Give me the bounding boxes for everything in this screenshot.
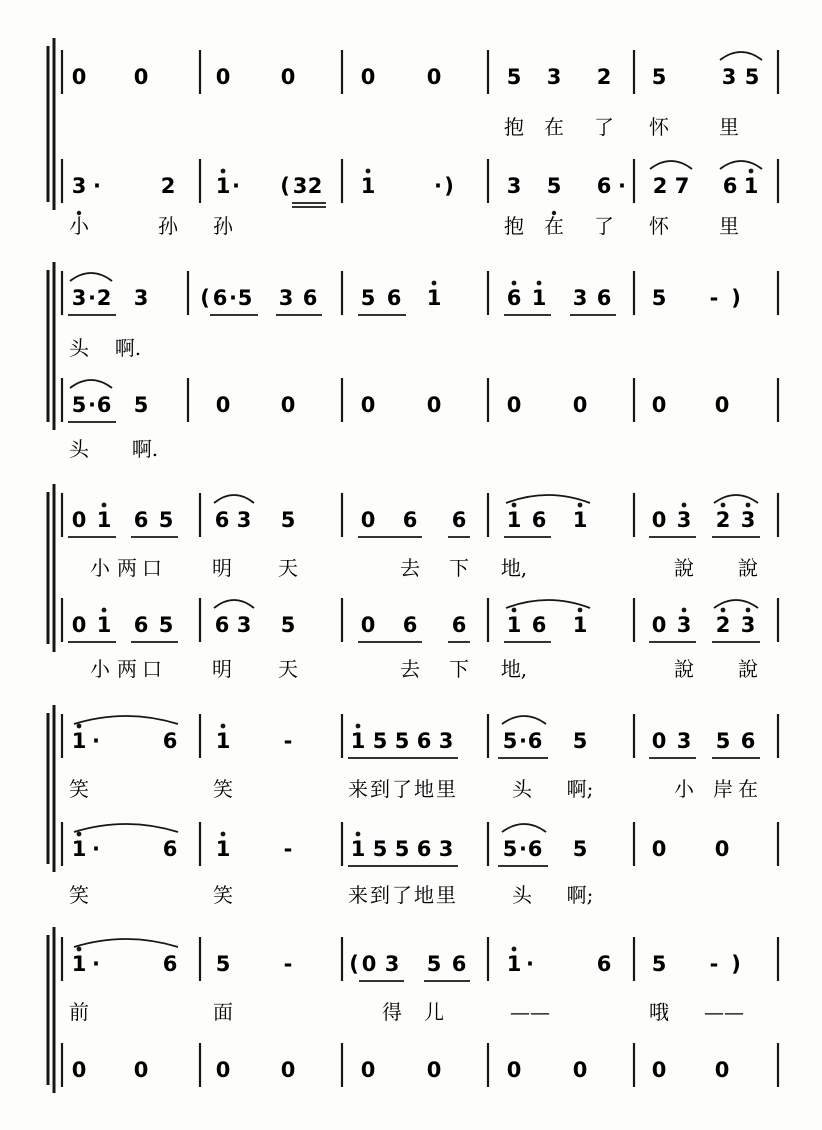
lyric: 笑 xyxy=(213,777,233,801)
note: 0 xyxy=(71,1058,87,1082)
note: 0 xyxy=(651,837,667,861)
note: 0 xyxy=(651,508,667,532)
note: 0 xyxy=(360,613,376,637)
lyric: 了 xyxy=(594,214,614,238)
octave-dot-high xyxy=(221,832,226,837)
note: 6 xyxy=(506,286,522,310)
staff-part-2 xyxy=(68,600,760,681)
note: 2 xyxy=(715,613,731,637)
octave-dot-high xyxy=(102,608,107,613)
notation-symbol: - xyxy=(709,952,719,976)
note: 5 xyxy=(237,286,253,310)
lyric: 里 xyxy=(436,777,456,801)
notation-symbol: · xyxy=(526,952,534,976)
staff-part-2 xyxy=(69,161,762,238)
note: 5 xyxy=(372,837,388,861)
note: 6 xyxy=(451,613,467,637)
octave-dot-high xyxy=(221,169,226,174)
note: 6 xyxy=(302,286,318,310)
notation-symbol: · xyxy=(92,837,100,861)
slur xyxy=(74,824,178,832)
octave-dot-high xyxy=(682,503,687,508)
note: 3 xyxy=(676,508,692,532)
note: 0 xyxy=(426,1058,442,1082)
notation-symbol: ( xyxy=(200,286,210,310)
lyric: 地, xyxy=(500,556,528,580)
lyric: 笑 xyxy=(69,883,89,907)
notation-symbol: · xyxy=(92,952,100,976)
lyric: 明 xyxy=(212,657,232,681)
note: 1 xyxy=(743,174,759,198)
note: 6 xyxy=(596,286,612,310)
note: 6 xyxy=(96,393,112,417)
lyric: 口 xyxy=(142,556,162,580)
lyric: 小 xyxy=(69,214,89,238)
note: 6 xyxy=(596,174,612,198)
lyric: 头 xyxy=(512,777,532,801)
note: 3 xyxy=(676,613,692,637)
note: 6 xyxy=(740,729,756,753)
note: 0 xyxy=(361,952,377,976)
note: 5 xyxy=(546,174,562,198)
octave-dot-high xyxy=(512,281,517,286)
note: 0 xyxy=(426,393,442,417)
note: 0 xyxy=(651,613,667,637)
lyric: 抱 xyxy=(504,115,524,139)
lyric: 下 xyxy=(449,657,469,681)
note: 5 xyxy=(651,286,667,310)
slur xyxy=(714,600,758,608)
note: 6 xyxy=(214,613,230,637)
note: 5 xyxy=(280,508,296,532)
notation-symbol: · xyxy=(92,729,100,753)
note: 0 xyxy=(71,65,87,89)
system-4 xyxy=(48,705,778,907)
note: 1 xyxy=(215,729,231,753)
note: 5 xyxy=(651,65,667,89)
note: 2 xyxy=(96,286,112,310)
note: 0 xyxy=(280,65,296,89)
note: 3 xyxy=(546,65,562,89)
lyric: 里 xyxy=(436,883,456,907)
note: 1 xyxy=(360,174,376,198)
system-brace xyxy=(48,38,54,210)
note: 1 xyxy=(531,286,547,310)
octave-dot-high xyxy=(512,947,517,952)
note: 0 xyxy=(506,1058,522,1082)
lyric: 口 xyxy=(142,657,162,681)
note: 0 xyxy=(280,1058,296,1082)
lyric: 下 xyxy=(449,556,469,580)
lyric: 說 xyxy=(674,556,694,580)
lyric: 笑 xyxy=(213,883,233,907)
lyric: 里 xyxy=(719,214,739,238)
note: 6 xyxy=(133,613,149,637)
lyric: 两 xyxy=(117,556,137,580)
note: 6 xyxy=(531,613,547,637)
note: 0 xyxy=(506,393,522,417)
note: 3 xyxy=(236,613,252,637)
lyric: 說 xyxy=(674,657,694,681)
slur xyxy=(74,716,178,724)
lyric: 了 xyxy=(392,883,412,907)
octave-dot-high xyxy=(537,281,542,286)
note: 0 xyxy=(133,1058,149,1082)
note: 2 xyxy=(596,65,612,89)
lyric: 到 xyxy=(370,883,390,907)
note: 6 xyxy=(527,837,543,861)
system-2 xyxy=(48,262,778,461)
lyric: 头 xyxy=(69,437,89,461)
slur xyxy=(502,824,546,832)
octave-dot-high xyxy=(356,832,361,837)
system-brace xyxy=(48,927,54,1093)
note: 1 xyxy=(426,286,442,310)
note: 3 xyxy=(572,286,588,310)
lyric: 了 xyxy=(392,777,412,801)
staff-part-1 xyxy=(68,273,741,360)
octave-dot-high xyxy=(578,503,583,508)
system-5 xyxy=(48,927,778,1093)
note: 5 xyxy=(372,729,388,753)
notation-symbol: · xyxy=(232,174,240,198)
lyric: 去 xyxy=(400,657,420,681)
note: 5 xyxy=(280,613,296,637)
note: 1 xyxy=(215,837,231,861)
lyric: 啊. xyxy=(131,437,159,461)
note: 6 xyxy=(722,174,738,198)
note: 0 xyxy=(360,65,376,89)
slur xyxy=(214,495,254,503)
note: 6 xyxy=(214,508,230,532)
note: 6 xyxy=(162,837,178,861)
octave-dot-high xyxy=(77,947,82,952)
note: 1 xyxy=(506,613,522,637)
note: 5 xyxy=(502,837,518,861)
note: 2 xyxy=(652,174,668,198)
note: 6 xyxy=(402,613,418,637)
note: 6 xyxy=(212,286,228,310)
octave-dot-high xyxy=(102,503,107,508)
notation-symbol: · xyxy=(519,729,527,753)
note: 3 xyxy=(236,508,252,532)
lyric: —— xyxy=(510,1000,550,1024)
lyric: 在 xyxy=(544,214,564,238)
octave-dot-high xyxy=(749,169,754,174)
note: 0 xyxy=(215,393,231,417)
note: 3 xyxy=(71,286,87,310)
note: 1 xyxy=(506,508,522,532)
lyric: 天 xyxy=(278,556,298,580)
note: 1 xyxy=(215,174,231,198)
lyric: 笑 xyxy=(69,777,89,801)
note: 5 xyxy=(158,613,174,637)
octave-dot-high xyxy=(77,724,82,729)
note: 0 xyxy=(71,508,87,532)
lyric: 来 xyxy=(348,883,368,907)
lyric: 啊. xyxy=(114,336,142,360)
octave-dot-high xyxy=(512,503,517,508)
note: 0 xyxy=(360,508,376,532)
note: 0 xyxy=(714,393,730,417)
note: 1 xyxy=(96,508,112,532)
note: 1 xyxy=(572,508,588,532)
note: 1 xyxy=(96,613,112,637)
notation-symbol: ) xyxy=(444,174,454,198)
staff-part-2 xyxy=(72,1058,730,1082)
lyric: 小 xyxy=(90,657,110,681)
lyric: 地 xyxy=(414,883,434,907)
lyric: 在 xyxy=(738,777,758,801)
system-3 xyxy=(48,484,778,681)
system-1 xyxy=(48,38,778,238)
octave-dot-high xyxy=(221,724,226,729)
note: 5 xyxy=(133,393,149,417)
note: 2 xyxy=(160,174,176,198)
note: 0 xyxy=(280,393,296,417)
slur xyxy=(74,939,178,947)
note: 5 xyxy=(215,952,231,976)
lyric: 說 xyxy=(738,556,758,580)
lyric: 在 xyxy=(544,115,564,139)
note: 6 xyxy=(527,729,543,753)
lyric: 啊; xyxy=(566,777,594,801)
notation-symbol: - xyxy=(709,286,719,310)
note: 2 xyxy=(307,174,323,198)
note: 5 xyxy=(426,952,442,976)
note: 5 xyxy=(360,286,376,310)
note: 6 xyxy=(162,729,178,753)
slur xyxy=(214,600,254,608)
note: 6 xyxy=(451,952,467,976)
lyric: 怀 xyxy=(649,115,669,139)
notation-symbol: ( xyxy=(349,952,359,976)
note: 5 xyxy=(715,729,731,753)
staff-part-2 xyxy=(69,824,729,907)
note: 6 xyxy=(596,952,612,976)
note: 0 xyxy=(71,613,87,637)
note: 7 xyxy=(674,174,690,198)
staff-part-1 xyxy=(69,716,760,801)
note: 1 xyxy=(506,952,522,976)
lyric: 說 xyxy=(738,657,758,681)
lyric: 来 xyxy=(348,777,368,801)
lyric: 两 xyxy=(117,657,137,681)
octave-dot-high xyxy=(578,608,583,613)
octave-dot-high xyxy=(746,503,751,508)
lyric: 面 xyxy=(213,1000,233,1024)
note: 6 xyxy=(451,508,467,532)
note: 3 xyxy=(721,65,737,89)
lyric: 啊; xyxy=(566,883,594,907)
note: 3 xyxy=(676,729,692,753)
system-brace xyxy=(48,705,54,872)
lyric: 到 xyxy=(370,777,390,801)
note: 3 xyxy=(740,613,756,637)
note: 0 xyxy=(651,1058,667,1082)
slur xyxy=(70,380,112,388)
note: 5 xyxy=(394,729,410,753)
note: 6 xyxy=(531,508,547,532)
note: 0 xyxy=(572,393,588,417)
note: 5 xyxy=(506,65,522,89)
system-brace xyxy=(48,484,54,652)
notation-symbol: - xyxy=(283,729,293,753)
octave-dot-high xyxy=(512,608,517,613)
octave-dot-high xyxy=(432,281,437,286)
note: 3 xyxy=(292,174,308,198)
lyric: 天 xyxy=(278,657,298,681)
lyric: —— xyxy=(704,1000,744,1024)
lyric: 儿 xyxy=(424,1000,444,1024)
octave-dot-high xyxy=(682,608,687,613)
octave-dot-high xyxy=(746,608,751,613)
notation-symbol: · xyxy=(229,286,237,310)
note: 6 xyxy=(416,837,432,861)
note: 6 xyxy=(386,286,402,310)
slur xyxy=(506,600,590,608)
note: 1 xyxy=(572,613,588,637)
lyric: 孙 xyxy=(213,214,233,238)
lyric: 小 xyxy=(674,777,694,801)
note: 3 xyxy=(740,508,756,532)
lyric: 孙 xyxy=(158,214,178,238)
note: 3 xyxy=(384,952,400,976)
note: 2 xyxy=(715,508,731,532)
lyric: 了 xyxy=(594,115,614,139)
note: 0 xyxy=(714,1058,730,1082)
note: 1 xyxy=(71,952,87,976)
note: 0 xyxy=(651,729,667,753)
note: 5 xyxy=(744,65,760,89)
note: 3 xyxy=(278,286,294,310)
note: 5 xyxy=(158,508,174,532)
notation-symbol: · xyxy=(519,837,527,861)
note: 5 xyxy=(651,952,667,976)
note: 0 xyxy=(426,65,442,89)
notation-symbol: - xyxy=(283,837,293,861)
lyric: 头 xyxy=(69,336,89,360)
note: 1 xyxy=(350,837,366,861)
notation-symbol: · xyxy=(88,393,96,417)
staff-part-1 xyxy=(69,939,744,1024)
staff-part-2 xyxy=(68,380,729,461)
lyric: 头 xyxy=(512,883,532,907)
note: 0 xyxy=(215,65,231,89)
octave-dot-high xyxy=(366,169,371,174)
note: 0 xyxy=(714,837,730,861)
notation-symbol: ) xyxy=(731,952,741,976)
note: 0 xyxy=(215,1058,231,1082)
note: 5 xyxy=(572,729,588,753)
lyric: 地 xyxy=(414,777,434,801)
lyric: 得 xyxy=(382,1000,402,1024)
note: 6 xyxy=(133,508,149,532)
notation-symbol: ) xyxy=(731,286,741,310)
note: 0 xyxy=(360,1058,376,1082)
lyric: 前 xyxy=(69,1000,89,1024)
octave-dot-high xyxy=(721,503,726,508)
system-brace xyxy=(48,262,54,430)
notation-symbol: · xyxy=(618,174,626,198)
octave-dot-high xyxy=(356,724,361,729)
note: 5 xyxy=(394,837,410,861)
lyric: 抱 xyxy=(504,214,524,238)
slur xyxy=(502,716,546,724)
lyric: 岸 xyxy=(713,777,733,801)
note: 1 xyxy=(71,837,87,861)
notation-symbol: · xyxy=(88,286,96,310)
note: 3 xyxy=(506,174,522,198)
note: 1 xyxy=(350,729,366,753)
slur xyxy=(70,273,112,281)
note: 0 xyxy=(360,393,376,417)
note: 3 xyxy=(438,837,454,861)
slur xyxy=(720,161,762,169)
staff-part-1 xyxy=(72,52,762,139)
lyric: 怀 xyxy=(649,214,669,238)
lyric: 地, xyxy=(500,657,528,681)
notation-symbol: - xyxy=(283,952,293,976)
note: 0 xyxy=(651,393,667,417)
note: 5 xyxy=(71,393,87,417)
octave-dot-high xyxy=(721,608,726,613)
note: 3 xyxy=(71,174,87,198)
lyric: 哦 xyxy=(649,1000,669,1024)
slur xyxy=(506,495,590,503)
notation-symbol: · xyxy=(93,174,101,198)
notation-symbol: · xyxy=(434,174,442,198)
lyric: 明 xyxy=(212,556,232,580)
note: 1 xyxy=(71,729,87,753)
note: 5 xyxy=(502,729,518,753)
note: 6 xyxy=(416,729,432,753)
notation-symbol: ( xyxy=(280,174,290,198)
slur xyxy=(714,495,758,503)
note: 3 xyxy=(438,729,454,753)
slur xyxy=(650,161,692,169)
note: 0 xyxy=(572,1058,588,1082)
note: 5 xyxy=(572,837,588,861)
note: 6 xyxy=(162,952,178,976)
lyric: 小 xyxy=(90,556,110,580)
staff-part-1 xyxy=(68,495,760,580)
octave-dot-high xyxy=(77,832,82,837)
note: 0 xyxy=(133,65,149,89)
note: 3 xyxy=(133,286,149,310)
lyric: 去 xyxy=(400,556,420,580)
lyric: 里 xyxy=(719,115,739,139)
note: 6 xyxy=(402,508,418,532)
slur xyxy=(720,52,762,60)
